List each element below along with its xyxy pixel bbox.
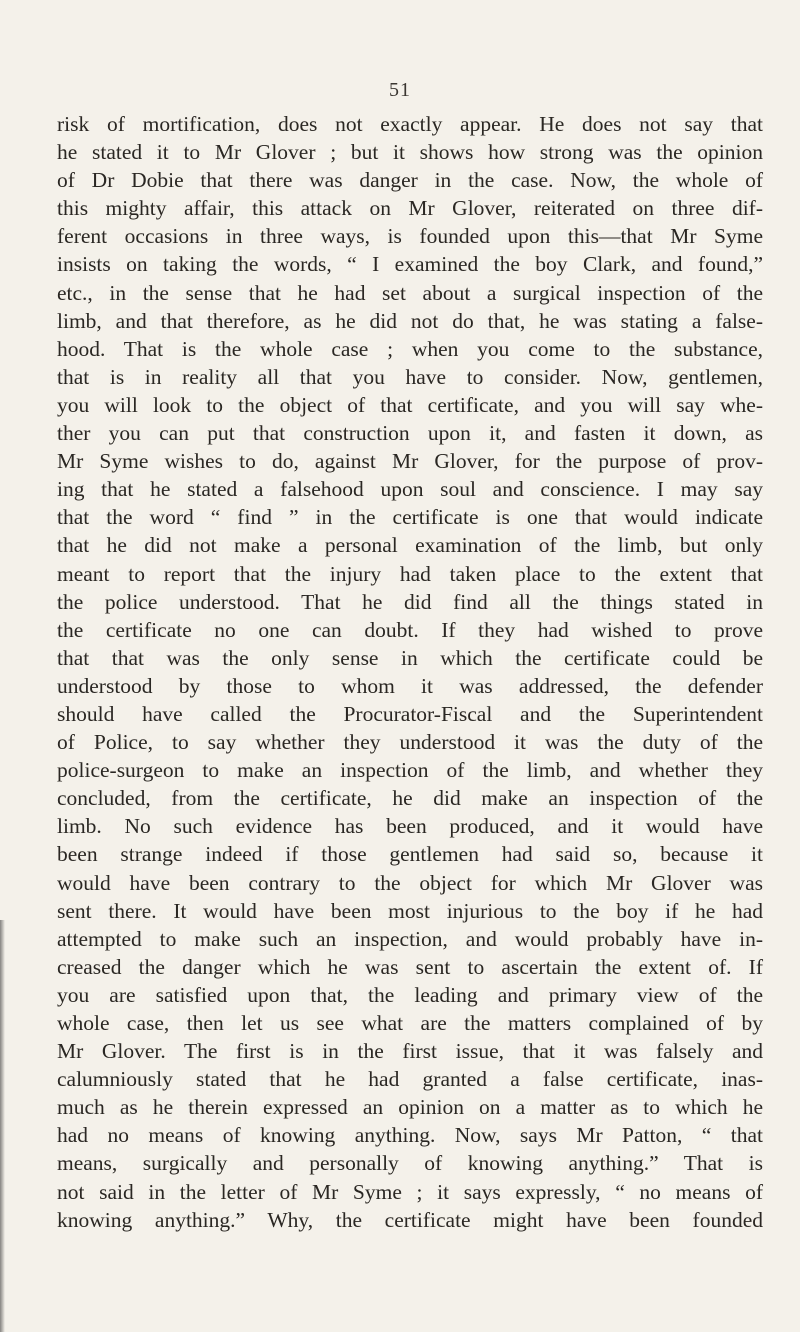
text-line: this mighty affair, this attack on Mr Glover, reiterated on three dif- [57,196,763,221]
text-line: insists on taking the words, “ I examined the boy Clark, and found,” [57,252,763,277]
text-line: understood by those to whom it was addressed, the defender [57,673,763,698]
text-line: not said in the letter of Mr Syme ; it says expressly, “ no means of [57,1179,763,1204]
text-line: risk of mortification, does not exactly appear. He does not say that [57,112,763,136]
text-line: ther you can put that construction upon it, and fasten it down, as [57,421,763,446]
text-line: ing that he stated a falsehood upon soul and conscience. I may say [57,477,763,502]
text-line: you will look to the object of that certificate, and you will say whe- [57,392,763,417]
text-line: calumniously stated that he had granted a false certificate, inas- [57,1067,763,1092]
text-line: concluded, from the certificate, he did make an inspection of the [57,786,763,811]
text-line: Mr Glover. The first is in the first issue, that it was falsely and [57,1039,763,1064]
text-line: would have been contrary to the object for which Mr Glover was [57,870,763,895]
text-line: that that was the only sense in which the certificate could be [57,645,763,670]
text-line: means, surgically and personally of knowing anything.” That is [57,1151,763,1176]
text-line: hood. That is the whole case ; when you come to the substance, [57,336,763,361]
text-line: creased the danger which he was sent to ascertain the extent of. If [57,954,763,979]
text-line: police-surgeon to make an inspection of the limb, and whether they [57,758,763,783]
text-line: attempted to make such an inspection, and would probably have in- [57,926,763,951]
text-line: whole case, then let us see what are the matters complained of by [57,1011,763,1035]
text-line: knowing anything.” Why, the certificate might have been founded [57,1207,763,1232]
text-line: he stated it to Mr Glover ; but it shows how strong was the opinion [57,140,763,165]
text-line: had no means of knowing anything. Now, says Mr Patton, “ that [57,1123,763,1148]
text-line: you are satisfied upon that, the leading and primary view of the [57,982,763,1007]
text-line: ferent occasions in three ways, is founded upon this—that Mr Syme [57,224,763,249]
binding-shadow [0,920,5,1332]
text-line: sent there. It would have been most injurious to the boy if he had [57,898,763,923]
text-line: should have called the Procurator-Fiscal and the Superintendent [57,701,763,726]
text-line: the police understood. That he did find all the things stated in [57,589,763,614]
text-line: Mr Syme wishes to do, against Mr Glover, for the purpose of prov- [57,449,763,474]
text-line: limb, and that therefore, as he did not do that, he was stating a false- [57,308,763,333]
text-line: meant to report that the injury had taken place to the extent that [57,561,763,586]
text-line: of Police, to say whether they understood it was the duty of the [57,730,763,755]
text-line: that is in reality all that you have to consider. Now, gentlemen, [57,364,763,389]
text-line: much as he therein expressed an opinion on a matter as to which he [57,1095,763,1120]
text-line: etc., in the sense that he had set about a surgical inspection of the [57,280,763,305]
body-text [57,110,763,1234]
text-line: been strange indeed if those gentlemen had said so, because it [57,842,763,867]
text-line: limb. No such evidence has been produced, and it would have [57,814,763,839]
text-line: that the word “ find ” in the certificate is one that would indicate [57,505,763,530]
page-number: 51 [389,79,411,101]
text-line: the certificate no one can doubt. If they had wished to prove [57,617,763,642]
text-line: of Dr Dobie that there was danger in the case. Now, the whole of [57,168,763,193]
text-line: that he did not make a personal examination of the limb, but only [57,533,763,558]
